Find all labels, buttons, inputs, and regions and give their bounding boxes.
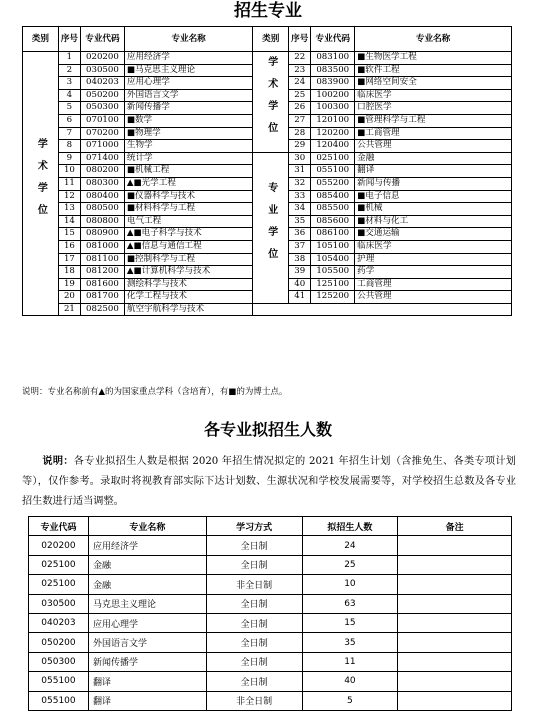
table-row — [23, 152, 512, 165]
planned-count: 25 — [302, 555, 398, 574]
study-mode: 全日制 — [206, 594, 302, 613]
remark — [398, 691, 512, 710]
header-category: 类别 — [253, 27, 289, 52]
major-code: 125100 — [311, 278, 355, 291]
header-code: 专业代码 — [81, 27, 125, 52]
major-code: 085500 — [311, 203, 355, 216]
major-code: 080300 — [81, 177, 125, 190]
page-title: 招生专业 — [234, 1, 302, 21]
row-no: 3 — [58, 77, 80, 90]
major-code: 080500 — [81, 203, 125, 216]
table-row — [29, 575, 512, 594]
major-name: ■网络空间安全 — [355, 77, 512, 90]
major-code: 050200 — [29, 633, 89, 652]
major-name: 临床医学 — [355, 240, 512, 253]
row-no: 32 — [289, 177, 311, 190]
major-code: 050200 — [81, 89, 125, 102]
major-code: 083900 — [311, 77, 355, 90]
row-no: 30 — [289, 152, 311, 165]
major-code: 025100 — [29, 555, 89, 574]
empty-cell — [253, 303, 512, 316]
row-no: 31 — [289, 165, 311, 178]
header-name: 专业名称 — [355, 27, 512, 52]
major-name: 新闻与传播 — [355, 177, 512, 190]
row-no: 37 — [289, 240, 311, 253]
table-row — [23, 303, 512, 316]
planned-count: 10 — [302, 575, 398, 594]
major-code: 080800 — [81, 215, 125, 228]
major-code: 025100 — [29, 575, 89, 594]
major-code: 050300 — [29, 652, 89, 671]
major-code: 105100 — [311, 240, 355, 253]
major-name: ▲■信息与通信工程 — [124, 240, 252, 253]
row-no: 25 — [289, 89, 311, 102]
row-no: 5 — [58, 102, 80, 115]
major-code: 081100 — [81, 253, 125, 266]
row-no: 33 — [289, 190, 311, 203]
row-no: 40 — [289, 278, 311, 291]
major-name: 新闻传播学 — [88, 652, 206, 671]
remark — [398, 613, 512, 632]
major-name: 翻译 — [88, 672, 206, 691]
major-code: 030500 — [29, 594, 89, 613]
major-name: ■交通运输 — [355, 228, 512, 241]
row-no: 17 — [58, 253, 80, 266]
major-code: 030500 — [81, 64, 125, 77]
category-academic-right — [253, 52, 289, 153]
header-count: 拟招生人数 — [302, 517, 398, 536]
major-code: 100300 — [311, 102, 355, 115]
major-code: 055100 — [311, 165, 355, 178]
major-name: 翻译 — [355, 165, 512, 178]
row-no: 23 — [289, 64, 311, 77]
major-code: 085600 — [311, 215, 355, 228]
explanation-paragraph — [22, 452, 516, 512]
study-mode: 非全日制 — [206, 575, 302, 594]
planned-count: 5 — [302, 691, 398, 710]
row-no: 26 — [289, 102, 311, 115]
category-academic — [23, 52, 59, 316]
major-code: 020200 — [81, 52, 125, 65]
row-no: 16 — [58, 240, 80, 253]
major-code: 085400 — [311, 190, 355, 203]
major-code: 081600 — [81, 278, 125, 291]
major-name: ■仪器科学与技术 — [124, 190, 252, 203]
category-professional — [253, 152, 289, 303]
major-name: 翻译 — [88, 691, 206, 710]
enrollment-table — [28, 516, 512, 711]
planned-count: 11 — [302, 652, 398, 671]
major-name: ■数学 — [124, 114, 252, 127]
row-no: 20 — [58, 291, 80, 304]
row-no: 41 — [289, 291, 311, 304]
major-name: ■电子信息 — [355, 190, 512, 203]
header-remark: 备注 — [398, 517, 512, 536]
table-row — [29, 594, 512, 613]
row-no: 6 — [58, 114, 80, 127]
major-name: 公共管理 — [355, 140, 512, 153]
planned-count: 40 — [302, 672, 398, 691]
major-code: 025100 — [311, 152, 355, 165]
major-name: 公共管理 — [355, 291, 512, 304]
row-no: 22 — [289, 52, 311, 65]
row-no: 1 — [58, 52, 80, 65]
major-name: ▲■计算机科学与技术 — [124, 266, 252, 279]
major-name: 金融 — [88, 555, 206, 574]
major-name: 应用经济学 — [88, 536, 206, 555]
row-no: 35 — [289, 215, 311, 228]
explanation-label: 说明： — [42, 456, 74, 467]
major-code: 040203 — [29, 613, 89, 632]
major-name: ■材料与化工 — [355, 215, 512, 228]
major-code: 080900 — [81, 228, 125, 241]
major-code: 105500 — [311, 266, 355, 279]
major-name: ■机械 — [355, 203, 512, 216]
major-name: ■控制科学与工程 — [124, 253, 252, 266]
row-no: 21 — [58, 303, 80, 316]
header-code: 专业代码 — [29, 517, 89, 536]
major-code: 086100 — [311, 228, 355, 241]
header-code: 专业代码 — [311, 27, 355, 52]
major-code: 071400 — [81, 152, 125, 165]
major-name: 生物学 — [124, 140, 252, 153]
row-no: 2 — [58, 64, 80, 77]
row-no: 28 — [289, 127, 311, 140]
table-row — [29, 633, 512, 652]
row-no: 12 — [58, 190, 80, 203]
major-name: 统计学 — [124, 152, 252, 165]
enrollment-header-row — [29, 517, 512, 536]
major-name: 临床医学 — [355, 89, 512, 102]
major-code: 070200 — [81, 127, 125, 140]
row-no: 29 — [289, 140, 311, 153]
major-code: 081200 — [81, 266, 125, 279]
category-professional-label: 专业学位 — [265, 182, 277, 271]
table-row — [29, 536, 512, 555]
header-no: 序号 — [289, 27, 311, 52]
major-name: 护理 — [355, 253, 512, 266]
section-title: 各专业拟招生人数 — [203, 420, 332, 439]
major-name: 测绘科学与技术 — [124, 278, 252, 291]
row-no: 7 — [58, 127, 80, 140]
row-no: 15 — [58, 228, 80, 241]
header-category: 类别 — [23, 27, 59, 52]
major-code: 055100 — [29, 672, 89, 691]
major-name: ▲■电子科学与技术 — [124, 228, 252, 241]
category-academic-label: 学术学位 — [35, 137, 47, 226]
header-no: 序号 — [58, 27, 80, 52]
major-name: ■材料科学与工程 — [124, 203, 252, 216]
major-code: 125200 — [311, 291, 355, 304]
category-academic-right-label: 学术学位 — [265, 56, 277, 145]
major-name: 应用经济学 — [124, 52, 252, 65]
study-mode: 全日制 — [206, 633, 302, 652]
study-mode: 全日制 — [206, 613, 302, 632]
table-row — [29, 613, 512, 632]
major-code: 100200 — [311, 89, 355, 102]
major-code: 040203 — [81, 77, 125, 90]
row-no: 38 — [289, 253, 311, 266]
major-name: ■生物医学工程 — [355, 52, 512, 65]
major-code: 055200 — [311, 177, 355, 190]
study-mode: 全日制 — [206, 652, 302, 671]
majors-table — [22, 26, 512, 316]
major-name: 电气工程 — [124, 215, 252, 228]
major-code: 020200 — [29, 536, 89, 555]
remark — [398, 652, 512, 671]
major-name: 应用心理学 — [88, 613, 206, 632]
remark — [398, 575, 512, 594]
planned-count: 35 — [302, 633, 398, 652]
row-no: 34 — [289, 203, 311, 216]
row-no: 4 — [58, 89, 80, 102]
row-no: 11 — [58, 177, 80, 190]
study-mode: 全日制 — [206, 555, 302, 574]
planned-count: 15 — [302, 613, 398, 632]
row-no: 8 — [58, 140, 80, 153]
major-name: ■管理科学与工程 — [355, 114, 512, 127]
major-code: 055100 — [29, 691, 89, 710]
remark — [398, 536, 512, 555]
planned-count: 63 — [302, 594, 398, 613]
study-mode: 全日制 — [206, 536, 302, 555]
row-no: 18 — [58, 266, 80, 279]
major-code: 120200 — [311, 127, 355, 140]
major-name: ■软件工程 — [355, 64, 512, 77]
header-mode: 学习方式 — [206, 517, 302, 536]
row-no: 19 — [58, 278, 80, 291]
major-code: 050300 — [81, 102, 125, 115]
planned-count: 24 — [302, 536, 398, 555]
row-no: 13 — [58, 203, 80, 216]
major-name: ■机械工程 — [124, 165, 252, 178]
table-row — [29, 555, 512, 574]
remark — [398, 633, 512, 652]
major-name: 口腔医学 — [355, 102, 512, 115]
study-mode: 非全日制 — [206, 691, 302, 710]
major-name: ▲■光学工程 — [124, 177, 252, 190]
major-name: 金融 — [355, 152, 512, 165]
major-name: 新闻传播学 — [124, 102, 252, 115]
footnote: 说明：专业名称前有▲的为国家重点学科（含培育），有■的为博士点。 — [22, 387, 288, 397]
row-no: 10 — [58, 165, 80, 178]
study-mode: 全日制 — [206, 672, 302, 691]
table-row — [29, 652, 512, 671]
major-name: 外国语言文学 — [124, 89, 252, 102]
major-name: 金融 — [88, 575, 206, 594]
major-code: 083100 — [311, 52, 355, 65]
row-no: 39 — [289, 266, 311, 279]
major-code: 081700 — [81, 291, 125, 304]
remark — [398, 555, 512, 574]
table-row — [29, 672, 512, 691]
major-code: 120400 — [311, 140, 355, 153]
row-no: 9 — [58, 152, 80, 165]
major-code: 120100 — [311, 114, 355, 127]
row-no: 36 — [289, 228, 311, 241]
header-name: 专业名称 — [88, 517, 206, 536]
row-no: 27 — [289, 114, 311, 127]
row-no: 14 — [58, 215, 80, 228]
header-name: 专业名称 — [124, 27, 252, 52]
row-no: 24 — [289, 77, 311, 90]
major-name: 外国语言文学 — [88, 633, 206, 652]
remark — [398, 594, 512, 613]
major-name: 化学工程与技术 — [124, 291, 252, 304]
major-name: 马克思主义理论 — [88, 594, 206, 613]
major-name: ■马克思主义理论 — [124, 64, 252, 77]
major-code: 105400 — [311, 253, 355, 266]
major-name: 药学 — [355, 266, 512, 279]
major-code: 083500 — [311, 64, 355, 77]
major-name: 航空宇航科学与技术 — [124, 303, 252, 316]
major-name: 工商管理 — [355, 278, 512, 291]
table-row — [29, 691, 512, 710]
major-name: 应用心理学 — [124, 77, 252, 90]
explanation-text: 各专业拟招生人数是根据 2020 年招生情况拟定的 2021 年招生计划（含推免生、各类专项计划等），仅作参考。录取时将视教育部实际下达计划数、生源状况和学校发展需要等，对学校招生总数及各专业招生数进行适当调整。 — [22, 456, 516, 507]
major-name: ■工商管理 — [355, 127, 512, 140]
major-code: 080200 — [81, 165, 125, 178]
table-row — [23, 52, 512, 65]
remark — [398, 672, 512, 691]
major-code: 071000 — [81, 140, 125, 153]
major-code: 070100 — [81, 114, 125, 127]
major-code: 081000 — [81, 240, 125, 253]
majors-header-row — [23, 27, 512, 52]
major-code: 080400 — [81, 190, 125, 203]
major-code: 082500 — [81, 303, 125, 316]
major-name: ■物理学 — [124, 127, 252, 140]
